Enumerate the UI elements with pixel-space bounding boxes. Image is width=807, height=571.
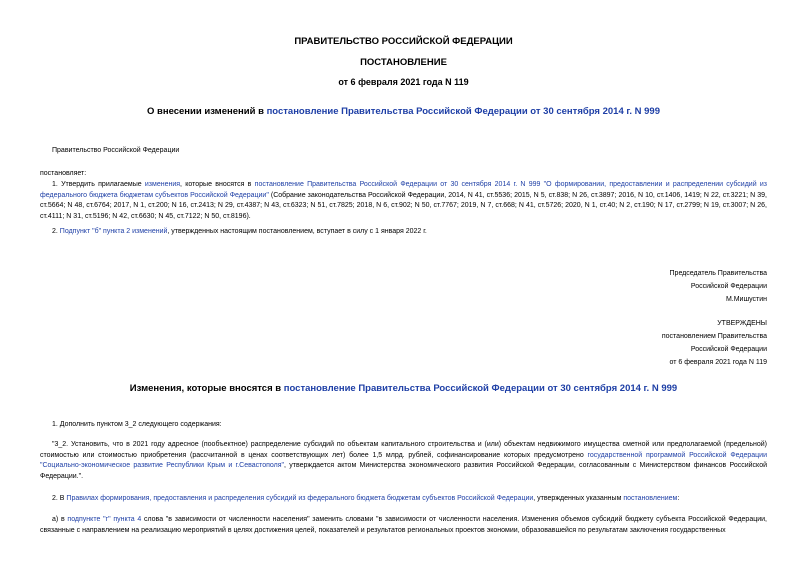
c3-text-pre: 2. В bbox=[52, 495, 67, 502]
c4-text-pre: а) в bbox=[52, 516, 68, 523]
change-2 bbox=[40, 440, 767, 482]
signature-line-2: Российской Федерации bbox=[690, 283, 767, 290]
c3-text-post: : bbox=[677, 495, 680, 502]
p1-text-c: (Собрание законодательства Российской Федерации, 2014, N 41, ст.5536; 2015, N 5, ст.838; N 26, ст.3897; 2016, N 10, ст.1406, 1419; N 22, ст.3221; N 39, ст.5664; N 48, ст.6764; 2017, N 1, ст.200; N 16, ст.2413; N 29, ст.4387; N 43, ст.6323; N 51, ст.7825; 2018, N 6, ст.902; N 50, ст.7767; 2019, N 7, ст.668; N 41, ст.5726; 2020, N 1, ст.40; N 2, ст.190; N 17, ст.2799; N 19, ст.3007; N 26, ст.4111; N 31, ст.5196; N 42, ст.6630; N 45, ст.7122; N 50, ст.8196). bbox=[40, 191, 767, 220]
c2-link-program[interactable]: государственной программой Российской Федерации "Социально-экономическое развитие Республики Крым и г.Севастополя" bbox=[40, 451, 767, 469]
p2-link[interactable]: Подпункт "б" пункта 2 изменений bbox=[59, 228, 168, 235]
paragraph-2 bbox=[52, 227, 427, 238]
changes-title-prefix: Изменения, которые вносятся в bbox=[129, 383, 284, 394]
change-4 bbox=[40, 515, 767, 536]
gov-line: Правительство Российской Федерации bbox=[52, 147, 180, 154]
changes-title-link[interactable]: постановление Правительства Российской Федерации от 30 сентября 2014 г. N 999 bbox=[283, 383, 678, 394]
p1-text-b: , которые вносятся в bbox=[180, 181, 255, 188]
c2-text-a: "3_2. Установить, что в 2021 году адресное (пообъектное) распределение субсидий по объектам капитального строительства и (или) объектам недвижимого имущества сметной или предполагаемой (предельной) стоимостью или стоимостью приобретения (рассчитанной в ценах соответствующих лет) более 1,5 млрд. рублей, софинансирование которых предусмотрено bbox=[40, 441, 767, 459]
c2-text-b: , утверждается актом Министерства экономического развития Российской Федерации, согласованным с Министерством финансов Российской Федерации.". bbox=[40, 462, 767, 480]
p2-text-post: , утвержденных настоящим постановлением, вступает в силу с 1 января 2022 г. bbox=[167, 228, 427, 235]
c3-link-rules[interactable]: Правилах формирования, предоставления и распределения субсидий из федерального бюджета бюджетам субъектов Российской Федерации bbox=[66, 495, 534, 502]
c3-link-resolution[interactable]: постановлением bbox=[623, 495, 678, 502]
paragraph-1 bbox=[40, 180, 767, 222]
approved-line-3: Российской Федерации bbox=[690, 346, 767, 353]
signature-line-1: Председатель Правительства bbox=[669, 270, 767, 277]
p2-text-pre: 2. bbox=[52, 228, 60, 235]
doc-title-prefix: О внесении изменений в bbox=[146, 106, 267, 117]
approved-line-1: УТВЕРЖДЕНЫ bbox=[717, 320, 767, 327]
p1-text-a: 1. Утвердить прилагаемые bbox=[52, 181, 145, 188]
p1-link-resolution[interactable]: постановление Правительства Российской Федерации от 30 сентября 2014 г. N 999 "О формировании, предоставлении и распределении субсидий из федерального бюджета бюджетам субъектов Российской Федерации" bbox=[40, 181, 767, 199]
c4-link-subpoint[interactable]: подпункте "г" пункта 4 bbox=[67, 516, 142, 523]
approved-line-2: постановлением Правительства bbox=[661, 333, 767, 340]
doc-type: ПОСТАНОВЛЕНИЕ bbox=[360, 57, 447, 68]
doc-title-link[interactable]: постановление Правительства Российской Федерации от 30 сентября 2014 г. N 999 bbox=[266, 106, 661, 117]
change-3 bbox=[52, 494, 679, 505]
approved-block bbox=[662, 317, 767, 369]
doc-title bbox=[0, 106, 807, 117]
c3-text-mid: , утвержденных указанным bbox=[533, 495, 624, 502]
change-1: 1. Дополнить пунктом 3_2 следующего содержания: bbox=[52, 421, 222, 428]
gov-heading: ПРАВИТЕЛЬСТВО РОССИЙСКОЙ ФЕДЕРАЦИИ bbox=[294, 36, 513, 47]
signature-block bbox=[670, 267, 767, 306]
p1-link-changes[interactable]: изменения bbox=[144, 181, 181, 188]
approved-line-4: от 6 февраля 2021 года N 119 bbox=[669, 359, 767, 366]
signature-line-3: М.Мишустин bbox=[725, 296, 767, 303]
doc-date: от 6 февраля 2021 года N 119 bbox=[338, 77, 469, 87]
changes-title bbox=[0, 383, 807, 394]
decides-line: постановляет: bbox=[40, 170, 87, 177]
c4-text-post: слова "в зависимости от численности населения" заменить словами "в зависимости от численности населения. Изменения объемов субсидий бюджету субъекта Российской Федерации, связанные с направлением на реализацию мероприятий в целях достижения целей, показателей и результатов региональных проектов экономии, образовавшейся по результатам заключения государственных bbox=[40, 516, 767, 534]
